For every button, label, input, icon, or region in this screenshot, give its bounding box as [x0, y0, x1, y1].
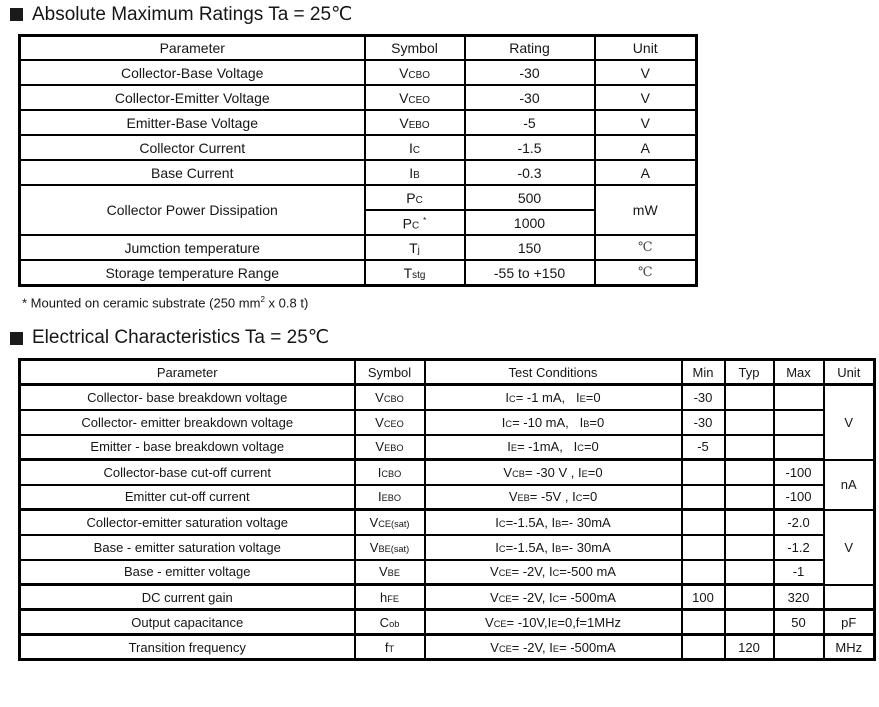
table-row [20, 460, 875, 485]
table-cell: Collector- emitter breakdown voltage [20, 410, 355, 435]
section-bullet-icon [10, 332, 23, 345]
table-cell: IE= -1mA, IC=0 [425, 435, 682, 460]
section-bullet-icon [10, 8, 23, 21]
table-cell: -5 [465, 110, 595, 135]
header-row [20, 35, 697, 60]
table-cell: A [595, 160, 697, 185]
table-cell: V [595, 85, 697, 110]
table-cell [682, 460, 725, 485]
table-cell: 500 [465, 185, 595, 210]
table-cell [725, 610, 774, 635]
column-header: Unit [824, 360, 875, 385]
table-row [20, 560, 875, 585]
table-cell: Base - emitter saturation voltage [20, 535, 355, 560]
table-cell: IC [365, 135, 465, 160]
table-cell: mW [595, 185, 697, 235]
table-cell: VCE(sat) [355, 510, 425, 535]
table-cell: VCEO [365, 85, 465, 110]
column-header: Unit [595, 35, 697, 60]
table-cell: nA [824, 460, 875, 510]
table-cell: -30 [465, 85, 595, 110]
column-header: Test Conditions [425, 360, 682, 385]
table-cell: 1000 [465, 210, 595, 235]
table-cell: Collector-Emitter Voltage [20, 85, 365, 110]
column-header: Min [682, 360, 725, 385]
table-cell: PC * [365, 210, 465, 235]
table-cell [682, 535, 725, 560]
table-cell: VBE(sat) [355, 535, 425, 560]
table-cell: VEBO [365, 110, 465, 135]
table-cell [725, 510, 774, 535]
table-cell [682, 635, 725, 660]
table-row [20, 160, 697, 185]
table-cell: IEBO [355, 485, 425, 510]
table-cell: V [824, 385, 875, 460]
table-cell: -30 [682, 385, 725, 410]
table-cell: -1.5 [465, 135, 595, 160]
table-cell: DC current gain [20, 585, 355, 610]
table-row [20, 60, 697, 85]
column-header: Parameter [20, 35, 365, 60]
table-cell: Jumction temperature [20, 235, 365, 260]
table-cell [774, 635, 824, 660]
table-cell: -30 [465, 60, 595, 85]
column-header: Symbol [365, 35, 465, 60]
table-cell [682, 510, 725, 535]
table-row [20, 585, 875, 610]
table-cell: Output capacitance [20, 610, 355, 635]
table-cell: -1.2 [774, 535, 824, 560]
table-cell: pF [824, 610, 875, 635]
section-title-text: Electrical Characteristics Ta = 25℃ [32, 327, 330, 349]
table-cell: PC [365, 185, 465, 210]
table-cell: Emitter-Base Voltage [20, 110, 365, 135]
table-row [20, 435, 875, 460]
table-cell: VCB= -30 V , IE=0 [425, 460, 682, 485]
table-cell: Storage temperature Range [20, 260, 365, 285]
table-row [20, 535, 875, 560]
table-row [20, 260, 697, 285]
table-cell: VCE= -2V, IE= -500mA [425, 635, 682, 660]
table-cell [725, 410, 774, 435]
table-row [20, 385, 875, 410]
table-row [20, 110, 697, 135]
table-cell: Emitter cut-off current [20, 485, 355, 510]
table-row [20, 135, 697, 160]
table-cell: IC= -1 mA, IE=0 [425, 385, 682, 410]
footnote: * Mounted on ceramic substrate (250 $mm^2$ x 0.8 t) [22, 294, 309, 311]
table-cell: VCEO [355, 410, 425, 435]
table-cell: -1 [774, 560, 824, 585]
table-cell: 100 [682, 585, 725, 610]
table-cell: VCBO [365, 60, 465, 85]
table-cell: Base - emitter voltage [20, 560, 355, 585]
table-cell: Emitter - base breakdown voltage [20, 435, 355, 460]
table-cell: ℃ [595, 260, 697, 285]
table-cell: VEBO [355, 435, 425, 460]
electrical-characteristics-title [10, 328, 879, 348]
table-cell [774, 435, 824, 460]
table-cell: Base Current [20, 160, 365, 185]
table-cell [725, 460, 774, 485]
table-cell: V [595, 110, 697, 135]
table-cell: IC=-1.5A, IB=- 30mA [425, 535, 682, 560]
table-cell [725, 585, 774, 610]
table-row [20, 185, 697, 210]
table-cell [725, 560, 774, 585]
table-cell [725, 385, 774, 410]
column-header: Symbol [355, 360, 425, 385]
column-header: Typ [725, 360, 774, 385]
table-cell: ICBO [355, 460, 425, 485]
table-cell: Collector- base breakdown voltage [20, 385, 355, 410]
table-cell: Collector-emitter saturation voltage [20, 510, 355, 535]
electrical-characteristics-table [18, 358, 876, 661]
header-row [20, 360, 875, 385]
absolute-maximum-ratings-table [18, 34, 698, 287]
table-row [20, 410, 875, 435]
table-cell: Tstg [365, 260, 465, 285]
table-cell: VCBO [355, 385, 425, 410]
table-cell: VBE [355, 560, 425, 585]
table-cell [682, 485, 725, 510]
table-cell: -100 [774, 485, 824, 510]
table-cell: -55 to +150 [465, 260, 595, 285]
table-cell [774, 385, 824, 410]
section-title-text: Absolute Maximum Ratings Ta = 25℃ [32, 4, 353, 25]
table-cell: ℃ [595, 235, 697, 260]
table-row [20, 485, 875, 510]
table-cell [725, 535, 774, 560]
table-cell: Transition frequency [20, 635, 355, 660]
table-row [20, 510, 875, 535]
table-row [20, 85, 697, 110]
table-cell: Collector Power Dissipation [20, 185, 365, 235]
table-cell: -30 [682, 410, 725, 435]
table-cell: MHz [824, 635, 875, 660]
abs-max-ratings-title [10, 5, 879, 25]
table-cell: VEB= -5V , IC=0 [425, 485, 682, 510]
table-cell: VCE= -2V, IC=-500 mA [425, 560, 682, 585]
datasheet-page [0, 5, 879, 661]
table-cell: VCE= -10V,IE=0,f=1MHz [425, 610, 682, 635]
table-cell: 320 [774, 585, 824, 610]
column-header: Rating [465, 35, 595, 60]
table-cell: -2.0 [774, 510, 824, 535]
column-header: Parameter [20, 360, 355, 385]
table-row [20, 610, 875, 635]
table-cell: hFE [355, 585, 425, 610]
table-cell: Collector-base cut-off current [20, 460, 355, 485]
table-cell: 120 [725, 635, 774, 660]
table-cell [682, 560, 725, 585]
table-cell: V [824, 510, 875, 585]
table-cell [774, 410, 824, 435]
table-row [20, 235, 697, 260]
table-cell: -100 [774, 460, 824, 485]
table-cell [725, 485, 774, 510]
table-cell: IC=-1.5A, IB=- 30mA [425, 510, 682, 535]
table-cell: A [595, 135, 697, 160]
table-cell [824, 585, 875, 610]
table-cell: IB [365, 160, 465, 185]
table-cell: Cob [355, 610, 425, 635]
table-cell: -0.3 [465, 160, 595, 185]
table-cell: fT [355, 635, 425, 660]
table-cell: VCE= -2V, IC= -500mA [425, 585, 682, 610]
table-cell: Tj [365, 235, 465, 260]
table-cell: -5 [682, 435, 725, 460]
column-header: Max [774, 360, 824, 385]
table-cell: 150 [465, 235, 595, 260]
table-cell: V [595, 60, 697, 85]
table-cell [725, 435, 774, 460]
table-cell: Collector Current [20, 135, 365, 160]
table-cell: 50 [774, 610, 824, 635]
table-cell [682, 610, 725, 635]
table-row [20, 635, 875, 660]
table-cell: Collector-Base Voltage [20, 60, 365, 85]
table-cell: IC= -10 mA, IB=0 [425, 410, 682, 435]
